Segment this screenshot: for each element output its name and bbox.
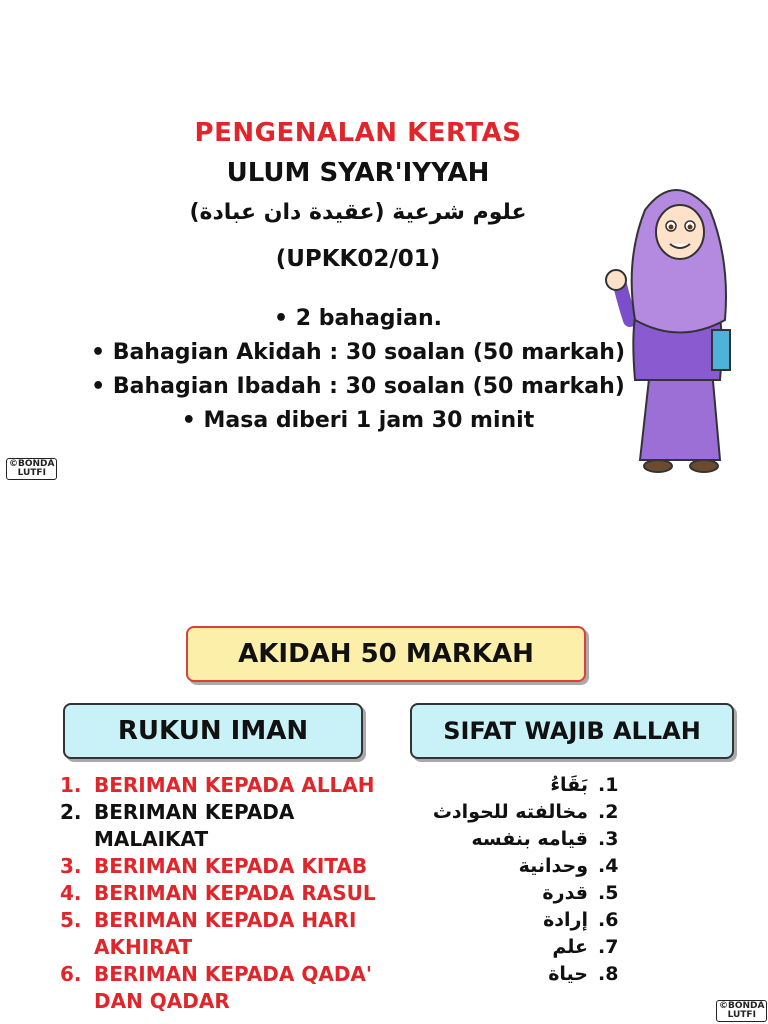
list-item: علم .7 <box>552 936 619 958</box>
arabic-title: علوم شرعية (عقيدة دان عبادة) <box>189 200 527 225</box>
page-title: PENGENALAN KERTAS <box>194 118 522 148</box>
paper-code: (UPKK02/01) <box>275 246 441 272</box>
list-item: 6. BERIMAN KEPADA QADA' DAN QADAR <box>60 962 373 1013</box>
bullet-item: • Bahagian Ibadah : 30 soalan (50 markah) <box>91 374 625 399</box>
sifat-wajib-list <box>420 772 632 988</box>
list-item: مخالفته للحوادث .2 <box>432 801 619 823</box>
list-item: وحدانية .4 <box>518 855 619 877</box>
list-item: 4. BERIMAN KEPADA RASUL <box>60 881 376 905</box>
info-bullets <box>40 302 676 438</box>
bullet-item: • 2 bahagian. <box>274 306 442 331</box>
list-item: 2. BERIMAN KEPADA MALAIKAT <box>60 800 295 851</box>
page-subtitle: ULUM SYAR'IYYAH <box>226 158 490 188</box>
list-item: قيامه بنفسه .3 <box>471 828 619 850</box>
akidah-heading-box: AKIDAH 50 MARKAH <box>186 626 586 682</box>
list-item: حياة .8 <box>548 963 619 985</box>
bullet-item: • Masa diberi 1 jam 30 minit <box>181 408 535 433</box>
rukun-iman-heading-box: RUKUN IMAN <box>63 703 363 759</box>
list-item: 3. BERIMAN KEPADA KITAB <box>60 854 368 878</box>
list-item: إرادة .6 <box>543 909 619 931</box>
teacher-illustration <box>600 170 750 480</box>
bullet-item: • Bahagian Akidah : 30 soalan (50 markah) <box>90 340 626 365</box>
rukun-iman-list <box>60 772 390 1015</box>
credit-badge: ©BONDA LUTFI <box>6 458 57 480</box>
sifat-wajib-heading-box: SIFAT WAJIB ALLAH <box>410 703 734 759</box>
list-item: بَقَاءُ .1 <box>550 774 619 796</box>
list-item: 5. BERIMAN KEPADA HARI AKHIRAT <box>60 908 357 959</box>
list-item: قدرة .5 <box>542 882 619 904</box>
credit-badge: ©BONDA LUTFI <box>716 1000 767 1022</box>
list-item: 1. BERIMAN KEPADA ALLAH <box>60 773 375 797</box>
